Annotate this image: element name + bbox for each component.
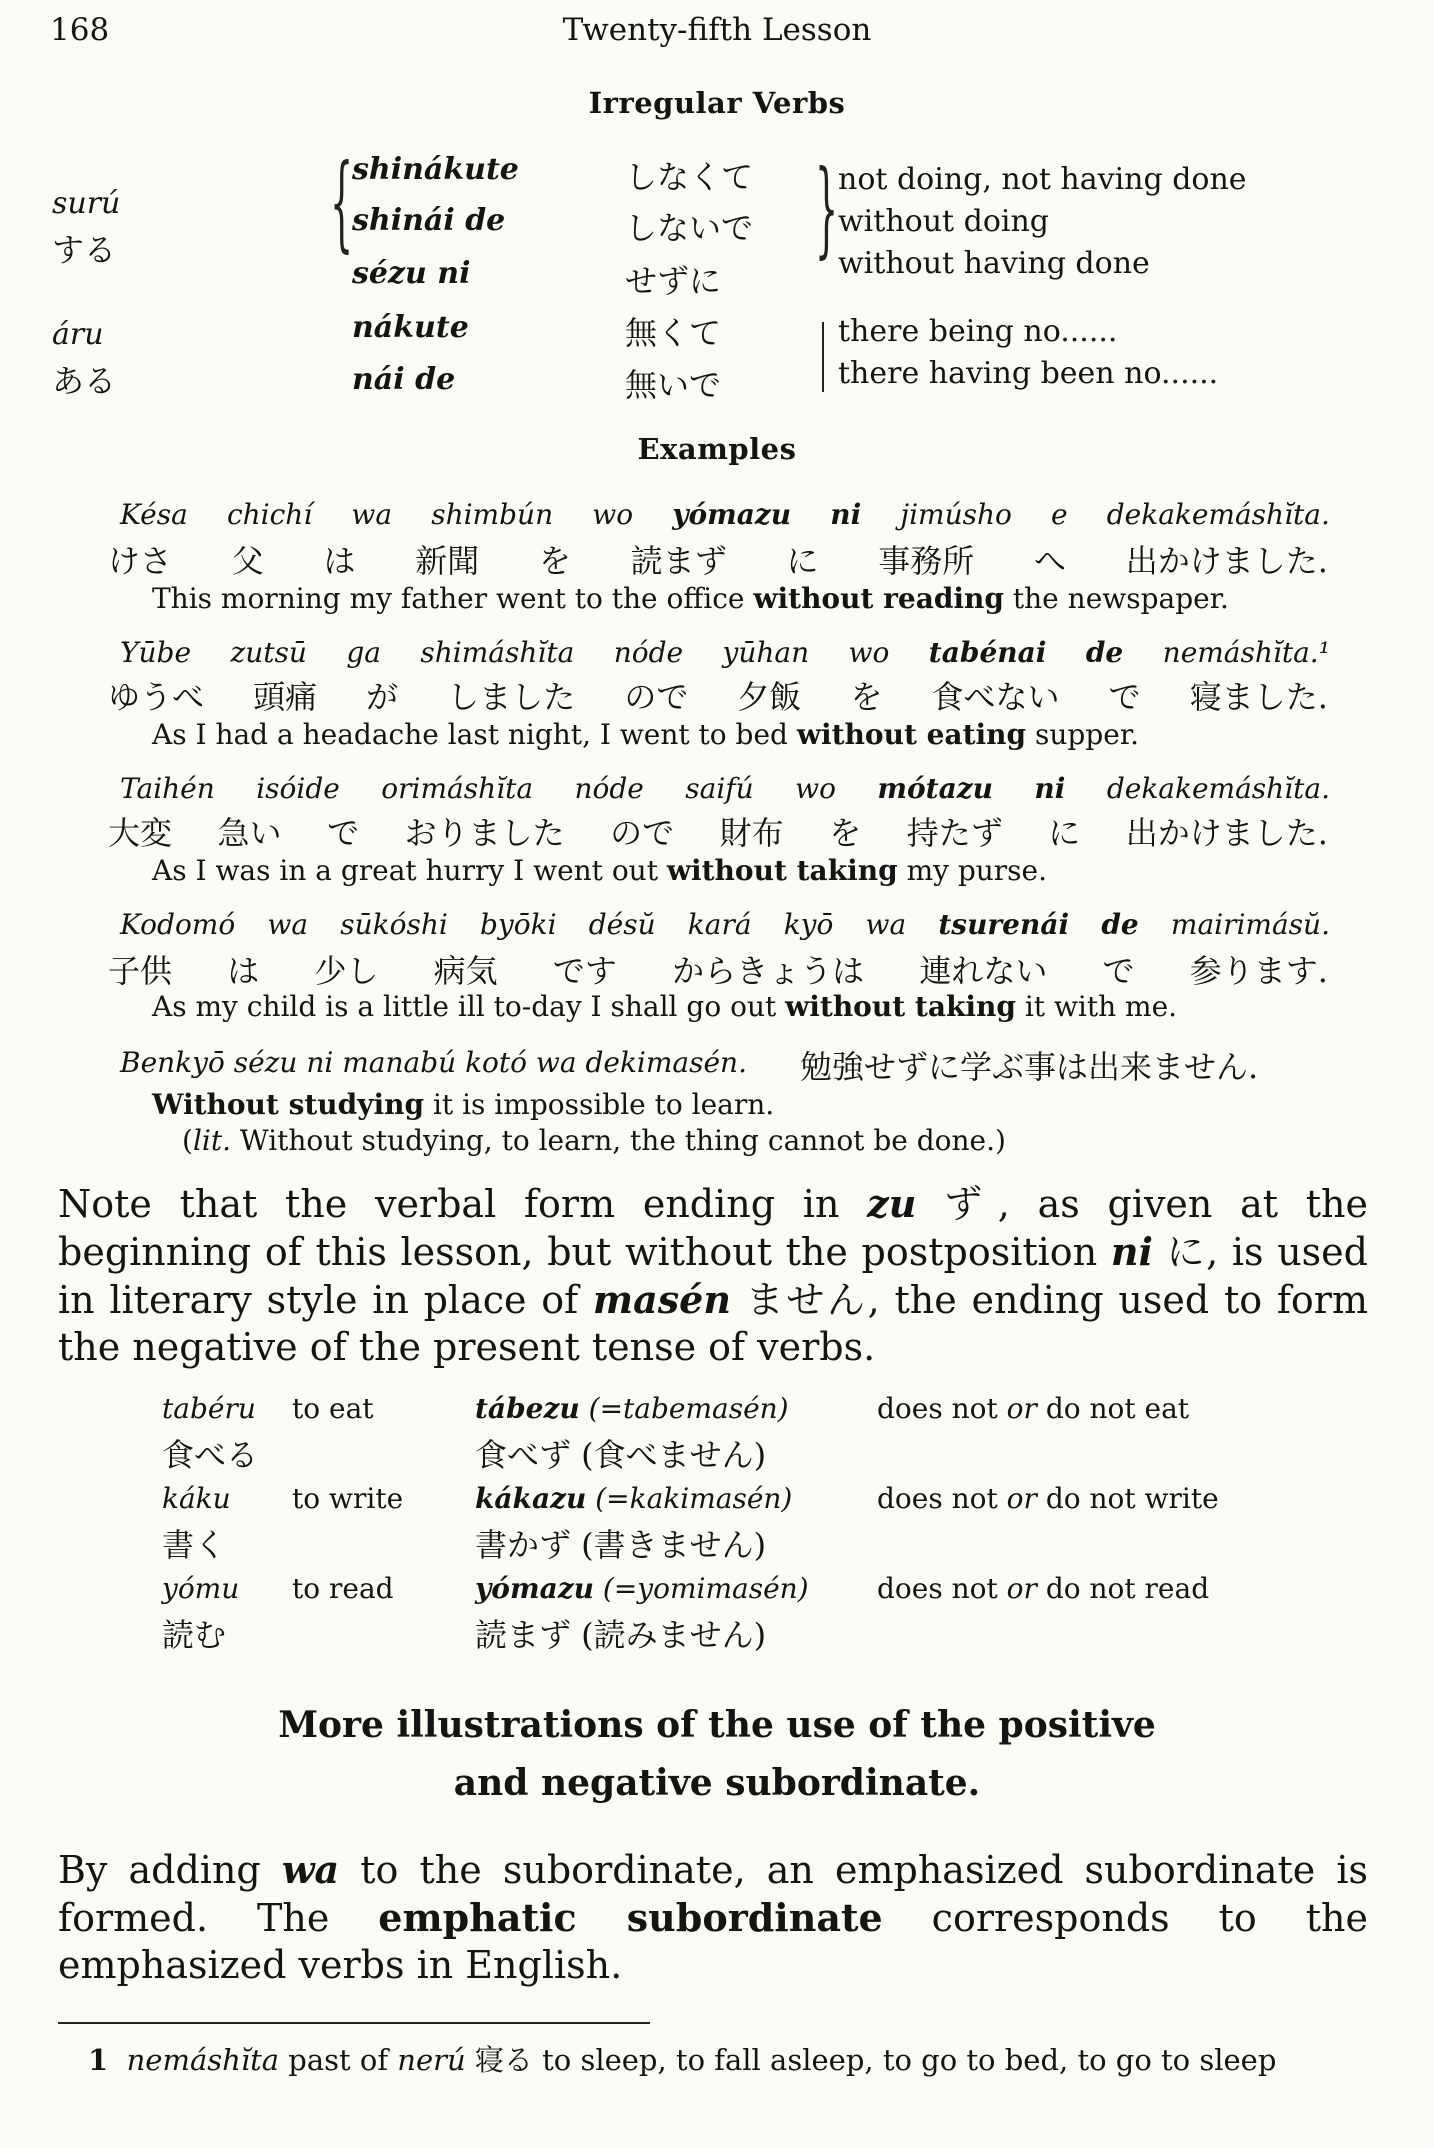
- word: yūhan: [722, 636, 810, 669]
- left-brace: {: [330, 141, 354, 263]
- word: zutsū: [230, 636, 307, 669]
- verb-romaji: áru: [52, 317, 104, 352]
- word: 財布: [719, 814, 784, 852]
- word: 寝ました.: [1189, 678, 1328, 716]
- negative-equivalent: (=yomimasén): [602, 1572, 809, 1605]
- form-kana: 無いで: [625, 366, 722, 404]
- verb-romaji: surú: [52, 186, 121, 221]
- word: kyō: [783, 908, 834, 941]
- word: Késa: [120, 498, 188, 531]
- word: を: [850, 678, 883, 716]
- word: おりました: [404, 814, 565, 852]
- word: 持たず: [906, 814, 1003, 852]
- word: Kodomó: [120, 908, 236, 941]
- word: を: [829, 814, 862, 852]
- word: mótazu: [877, 772, 993, 805]
- word: 新聞: [415, 542, 480, 580]
- example-japanese: [108, 808, 1328, 854]
- form-romaji: shinákute: [352, 152, 519, 187]
- negative-kana: 書かず (書きません): [475, 1526, 767, 1564]
- form-kana: せずに: [625, 262, 722, 300]
- word: Yūbe: [120, 636, 192, 669]
- lesson-title: Twenty-fifth Lesson: [562, 12, 872, 48]
- word: 連れない: [919, 952, 1048, 990]
- word: からきょうは: [672, 952, 865, 990]
- example-japanese: [108, 536, 1328, 582]
- word: byōki: [480, 908, 557, 941]
- word: けさ: [108, 542, 173, 580]
- word: 頭痛: [253, 678, 318, 716]
- word: ので: [624, 678, 689, 716]
- gloss: to eat: [292, 1392, 374, 1425]
- right-brace: }: [815, 147, 839, 269]
- word: wa: [267, 908, 309, 941]
- word: dekakemáshĭta.: [1106, 772, 1330, 805]
- negative: kákazu: [475, 1482, 587, 1515]
- example-romaji: [120, 772, 1330, 805]
- word: shimbún: [431, 498, 554, 531]
- word: を: [539, 542, 572, 580]
- irregular-verbs-heading: Irregular Verbs: [588, 86, 846, 120]
- word: に: [1048, 814, 1081, 852]
- word: Taihén: [120, 772, 215, 805]
- word: です: [552, 952, 617, 990]
- example-japanese: [108, 672, 1328, 718]
- word: shimáshĭta: [420, 636, 575, 669]
- word: sūkóshi: [340, 908, 448, 941]
- verb-kana: する: [52, 231, 117, 269]
- word: ので: [610, 814, 675, 852]
- word: isóide: [256, 772, 340, 805]
- verb-kana: 読む: [162, 1616, 227, 1654]
- word: 急い: [217, 814, 282, 852]
- word: で: [327, 814, 360, 852]
- word: nóde: [613, 636, 684, 669]
- example-english: As my child is a little ill to-day I shall go out without taking it with me.: [152, 990, 1178, 1023]
- word: ゆうべ: [108, 678, 205, 716]
- form-kana: 無くて: [625, 314, 722, 352]
- word: 読まず: [630, 542, 727, 580]
- emphatic-paragraph: By adding wa to the subordinate, an emphasized subordinate is formed. The emphatic subordinate corresponds to the emphasized verbs in English.: [58, 1847, 1368, 1987]
- word: ni: [830, 498, 862, 531]
- word: 子供: [108, 952, 173, 990]
- example-japanese: [108, 946, 1328, 992]
- example-english: Without studying it is impossible to learn.: [152, 1088, 775, 1121]
- word: jimúsho: [900, 498, 1012, 531]
- verb-kana: 書く: [162, 1526, 227, 1564]
- word: へ: [1034, 542, 1067, 580]
- page-number: 168: [50, 12, 110, 48]
- negative: tábezu: [475, 1392, 580, 1425]
- verb: yómu: [162, 1572, 240, 1605]
- word: で: [1102, 952, 1135, 990]
- footnote: 1 nemáshĭta past of nerú 寝る to sleep, to fall asleep, to go to bed, to go to sleep: [88, 2043, 1277, 2077]
- word: に: [786, 542, 819, 580]
- negative: yómazu: [475, 1572, 594, 1605]
- form-kana: しないで: [625, 209, 754, 247]
- word: wo: [592, 498, 634, 531]
- word: wo: [848, 636, 890, 669]
- word: e: [1051, 498, 1068, 531]
- word: wa: [865, 908, 907, 941]
- word: 事務所: [878, 542, 975, 580]
- meaning: does not or do not write: [877, 1482, 1219, 1515]
- word: しました: [447, 678, 576, 716]
- gloss: to read: [292, 1572, 394, 1605]
- gloss: to write: [292, 1482, 404, 1515]
- form-romaji: nákute: [352, 310, 469, 345]
- word: yómazu: [672, 498, 792, 531]
- bracket-line: [822, 322, 824, 392]
- form-romaji: sézu ni: [352, 256, 471, 291]
- verb: tabéru: [162, 1392, 256, 1425]
- verb: káku: [162, 1482, 231, 1515]
- word: wa: [351, 498, 393, 531]
- example-english: This morning my father went to the office without reading the newspaper.: [152, 582, 1229, 615]
- meaning: does not or do not read: [877, 1572, 1210, 1605]
- word: は: [227, 952, 260, 990]
- negative-equivalent: (=kakimasén): [595, 1482, 793, 1515]
- word: orimáshĭta: [381, 772, 534, 805]
- word: de: [1085, 636, 1124, 669]
- example-romaji: [120, 636, 1330, 669]
- section-heading-line1: More illustrations of the use of the positive: [278, 1704, 1156, 1746]
- word: 参ります.: [1189, 952, 1328, 990]
- example-romaji: [120, 908, 1330, 941]
- word: 父: [231, 542, 264, 580]
- word: 病気: [433, 952, 498, 990]
- section-heading-line2: and negative subordinate.: [453, 1762, 981, 1804]
- word: 少し: [314, 952, 379, 990]
- word: tabénai: [928, 636, 1047, 669]
- footnote-rule: [58, 2022, 650, 2024]
- examples-heading: Examples: [637, 432, 797, 466]
- meaning: without having done: [838, 246, 1150, 281]
- form-kana: しなくて: [625, 158, 754, 196]
- negative-kana: 食べず (食べません): [475, 1436, 767, 1474]
- word: 夕飯: [737, 678, 802, 716]
- word: ni: [1034, 772, 1066, 805]
- meaning: without doing: [838, 204, 1050, 239]
- word: ga: [346, 636, 381, 669]
- example-japanese: 勉強せずに学ぶ事は出来ません.: [800, 1048, 1259, 1086]
- word: 大変: [108, 814, 173, 852]
- negative-kana: 読まず (読みません): [475, 1616, 767, 1654]
- word: mairimásŭ.: [1170, 908, 1330, 941]
- meaning: not doing, not having done: [838, 162, 1247, 197]
- word: chichí: [226, 498, 313, 531]
- example-romaji: [120, 498, 1330, 531]
- verb-kana: ある: [52, 362, 117, 400]
- form-romaji: shinái de: [352, 203, 506, 238]
- word: dekakemáshĭta.: [1106, 498, 1330, 531]
- word: が: [366, 678, 399, 716]
- word: 食べない: [931, 678, 1060, 716]
- word: saifú: [685, 772, 754, 805]
- example-english: As I had a headache last night, I went to bed without eating supper.: [152, 718, 1140, 751]
- meaning: there having been no......: [838, 356, 1219, 391]
- meaning: there being no......: [838, 314, 1118, 349]
- word: kará: [687, 908, 752, 941]
- word: 出かけました.: [1125, 814, 1328, 852]
- word: de: [1101, 908, 1139, 941]
- note-paragraph: Note that the verbal form ending in zu ず, as given at the beginning of this lesson, but without the postposition ni に, is used in literary style in place of masén ません, the ending used to form the negative of the present tense of verbs.: [58, 1181, 1368, 1369]
- word: wo: [795, 772, 836, 805]
- word: nemáshĭta.¹: [1162, 636, 1330, 669]
- example-romaji: Benkyō sézu ni manabú kotó wa dekimasén.: [120, 1046, 747, 1079]
- word: tsurenái: [938, 908, 1070, 941]
- word: で: [1108, 678, 1141, 716]
- example-english: As I was in a great hurry I went out without taking my purse.: [152, 854, 1048, 887]
- word: は: [323, 542, 356, 580]
- word: nóde: [574, 772, 644, 805]
- form-romaji: nái de: [352, 362, 456, 397]
- negative-equivalent: (=tabemasén): [588, 1392, 789, 1425]
- word: désŭ: [588, 908, 656, 941]
- word: 出かけました.: [1125, 542, 1328, 580]
- literal-translation: (lit. Without studying, to learn, the thing cannot be done.): [182, 1124, 1006, 1157]
- meaning: does not or do not eat: [877, 1392, 1190, 1425]
- verb-kana: 食べる: [162, 1436, 259, 1474]
